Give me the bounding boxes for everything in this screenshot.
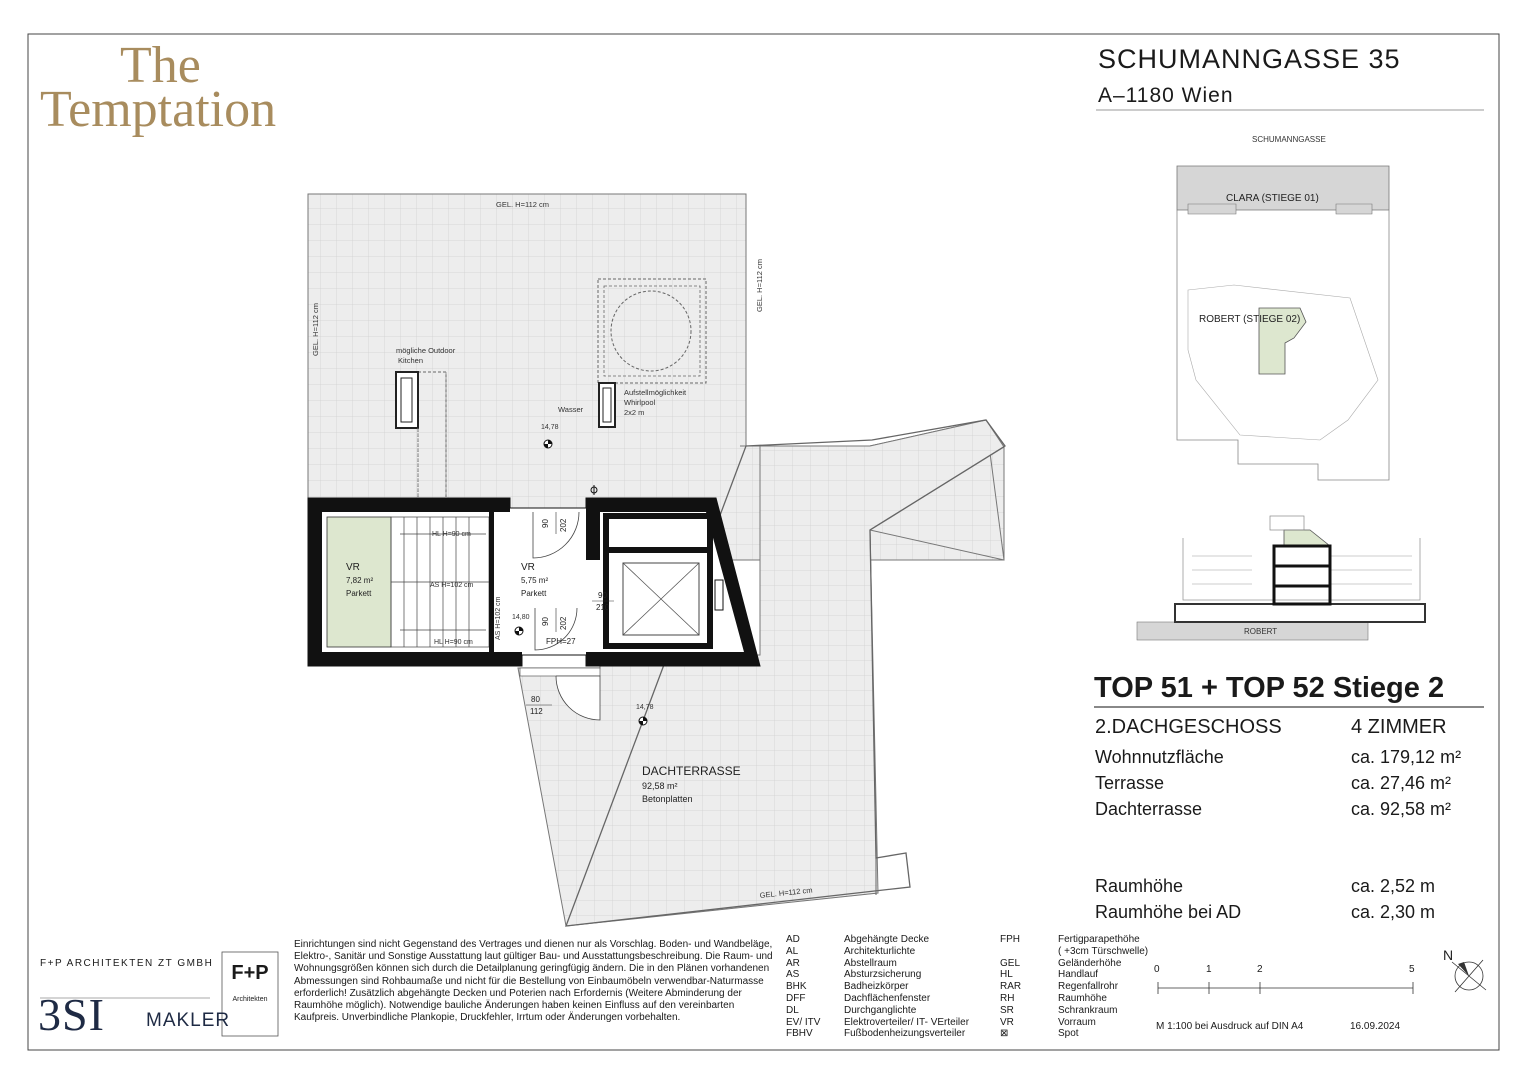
unit-floor: 2.DACHGESCHOSS [1095,716,1282,738]
abbreviation-code: FBHV [786,1028,813,1040]
door-low-w: 90 [541,617,550,626]
abbreviation-row [786,934,930,946]
company-logo: 3SI [38,989,105,1040]
height-label: Raumhöhe [1095,876,1184,896]
abbreviation-row [786,957,897,970]
outdoor-kitchen-1: mögliche Outdoor [396,346,456,355]
area-label-living: Wohnnutzfläche [1095,747,1224,767]
abbreviation-row [1000,957,1122,970]
railing-right: GEL. H=112 cm [755,258,764,312]
abbreviation-code: FPH [1000,934,1020,945]
vr1-name: VR [346,562,360,573]
abbreviation-row [1000,969,1099,981]
area-label-terrace: Terrasse [1095,773,1165,793]
abbreviation-meaning: Handlauf [1058,969,1099,981]
building-section [1137,516,1425,640]
site-building-b: ROBERT (STIEGE 02) [1199,314,1301,325]
site-street: SCHUMANNGASSE [1252,135,1326,144]
outdoor-kitchen-2: Kitchen [398,356,424,365]
company-suffix: MAKLER [146,1010,231,1031]
abbreviation-meaning: Architekturlichte [844,945,916,957]
scale-tick-2: 2 [1257,964,1263,975]
north-label: N [1443,947,1454,963]
abbreviation-row [1000,1028,1079,1040]
abbreviation-meaning: Geländerhöhe [1058,957,1122,969]
level-marker-bottom [639,717,647,725]
abbreviation-code: GEL [1000,957,1021,969]
abbreviation-row [786,1004,917,1017]
abbreviation-code: SR [1000,1004,1014,1016]
whirlpool-1: Aufstellmöglichkeit [624,388,687,397]
fp-logo-sub: Architekten [232,996,268,1003]
abbreviation-code: DFF [786,992,806,1004]
address-street: SCHUMANNGASSE 35 [1098,44,1401,74]
abbreviation-meaning: Raumhöhe [1058,992,1107,1004]
railing-top: GEL. H=112 cm [496,200,550,209]
abbreviation-code: AL [786,945,799,957]
scale-tick-0: 0 [1154,964,1160,975]
abbreviation-row [1000,981,1119,993]
abbreviation-meaning: Dachflächenfenster [844,992,931,1004]
architect-name: F+P ARCHITEKTEN ZT GMBH [40,958,214,969]
scale-bar [1158,982,1413,994]
as-vert: AS H=102 cm [495,596,502,640]
abbreviation-row [786,945,916,958]
abbreviation-row [1000,945,1149,958]
level-marker-top [544,440,552,448]
railing-left: GEL. H=112 cm [311,302,320,356]
abbreviation-code: RAR [1000,981,1022,993]
abbreviation-code: ⊠ [1000,1028,1009,1040]
area-value-living: ca. 179,12 m² [1351,747,1462,767]
whirlpool-3: 2x2 m [624,408,645,417]
abbreviation-row [1000,1016,1096,1029]
vr2-floor: Parkett [521,589,547,598]
section-label: ROBERT [1244,627,1278,636]
height-ad-label: Raumhöhe bei AD [1095,902,1242,922]
abbreviation-list-right [1000,934,1149,1040]
abbreviation-code: VR [1000,1016,1014,1028]
abbreviation-meaning: Durchganglichte [844,1004,917,1016]
as-mid: AS H=102 cm [430,582,474,589]
area-value-roofterrace: ca. 92,58 m² [1351,799,1452,819]
scale-tick-1: 1 [1206,964,1212,975]
abbreviation-meaning: Abstellraum [844,957,897,969]
site-building-a: CLARA (STIEGE 01) [1226,193,1319,204]
abbreviation-meaning: Fußbodenheizungsverteiler [844,1028,966,1040]
abbreviation-row [786,969,922,981]
scale-text: M 1:100 bei Ausdruck auf DIN A4 [1156,1021,1304,1032]
address-city: A–1180 Wien [1098,84,1234,107]
height-ad-value: ca. 2,30 m [1351,902,1436,922]
door-low-h: 202 [559,616,568,630]
abbreviation-meaning: Spot [1058,1028,1079,1040]
terrace-floor: Betonplatten [642,794,693,804]
scale-tick-5: 5 [1409,964,1415,975]
area-label-roofterrace: Dachterrasse [1095,799,1203,819]
level-bottom: 14,78 [636,704,654,711]
abbreviation-meaning: Elektroverteiler/ IT- VErteiler [844,1016,970,1028]
abbreviation-code: AR [786,957,800,969]
hl-bottom: HL H=90 cm [434,639,473,646]
hl-top: HL H=90 cm [432,531,471,538]
abbreviation-row [786,981,909,993]
abbreviation-row [1000,934,1140,946]
water-label: Wasser [558,405,584,414]
vr1-floor: Parkett [346,589,372,598]
abbreviation-row [1000,1004,1118,1017]
abbreviation-row [786,1016,970,1029]
brand-logo [40,37,277,138]
unit-rooms: 4 ZIMMER [1351,716,1447,738]
brand-line2: Temptation [40,81,277,138]
site-plan [1177,135,1389,480]
brand-line1: The [120,37,201,94]
vr1-area-text: 7,82 m² [346,576,374,585]
vr2-name: VR [521,562,535,573]
abbreviation-meaning: Badheizkörper [844,981,909,993]
terrace-area: 92,58 m² [642,781,678,791]
door-top-w: 90 [541,519,550,528]
area-value-terrace: ca. 27,46 m² [1351,773,1452,793]
north-arrow-icon [1452,960,1486,992]
abbreviation-code: HL [1000,969,1013,981]
abbreviation-code: EV/ ITV [786,1016,821,1028]
door-top-h: 202 [559,518,568,532]
abbreviation-meaning: Regenfallrohr [1058,981,1119,993]
drain-right [599,383,615,427]
abbreviation-meaning: ( +3cm Türschwelle) [1058,945,1149,957]
abbreviation-meaning: Fertigparapethöhe [1058,934,1140,945]
abbreviation-code: AD [786,934,800,945]
fph-label: FPH=27 [546,637,576,646]
vr2-area-text: 5,75 m² [521,576,549,585]
terrace-name: DACHTERRASSE [642,764,741,778]
plan-date: 16.09.2024 [1350,1021,1401,1032]
abbreviation-code: DL [786,1004,799,1016]
level-mid: 14,80 [512,614,530,621]
door-side-h: 210 [596,603,610,612]
abbreviation-code: RH [1000,992,1015,1004]
abbreviation-meaning: Vorraum [1058,1016,1096,1028]
abbreviation-code: BHK [786,981,807,993]
abbreviation-meaning: Abgehängte Decke [844,934,930,945]
abbreviation-row [1000,992,1107,1005]
unit-title: TOP 51 + TOP 52 Stiege 2 [1094,672,1445,704]
abbreviation-meaning: Schrankraum [1058,1004,1118,1016]
whirlpool-2: Whirlpool [624,398,656,407]
door-terr-h: 112 [530,707,543,716]
abbreviation-list-left [786,934,970,1040]
abbreviation-row [786,992,931,1005]
railing-bottom: GEL. H=112 cm [759,885,813,900]
drain-left [396,372,418,428]
door-terr-w: 80 [531,695,540,704]
abbreviation-meaning: Absturzsicherung [844,969,922,981]
height-value: ca. 2,52 m [1351,876,1436,896]
door-side-w: 90 [598,591,607,600]
level-marker-mid [515,627,523,635]
abbreviation-code: AS [786,969,800,981]
level-top: 14,78 [541,424,559,431]
legal-disclaimer: Einrichtungen sind nicht Gegenstand des Vertrages und dienen nur als Vorschlag. Boden- und Wandbeläge, Elektro-, Sanitär und Sonstige Ausstattung laut gültiger Bau- und Ausstattungsbeschreibung. Die Raum- und Wohnungsgrößen können sich durch die Detailplanung geringfügig ändern. Die in den Plänen vorhandenen Abmessungen sind Rohbaumaße und nicht für die Bestellung von Einbaumöbeln verwendbar-Naturmasse erforderlich! Zusätzlich abgehängte Decken und Poterien nach Erfordernis (Weitere Abminderung der Raumhöhe möglich). Notwendige bauliche Änderungen haben keinen Einfluss auf den vereinbarten Kaufpreis. Unverbindliche Plankopie, Druckfehler, Irrtum oder Änderungen vorbehalten. [294,939,773,1024]
fp-logo: F+P [231,962,269,984]
abbreviation-row [786,1028,966,1040]
